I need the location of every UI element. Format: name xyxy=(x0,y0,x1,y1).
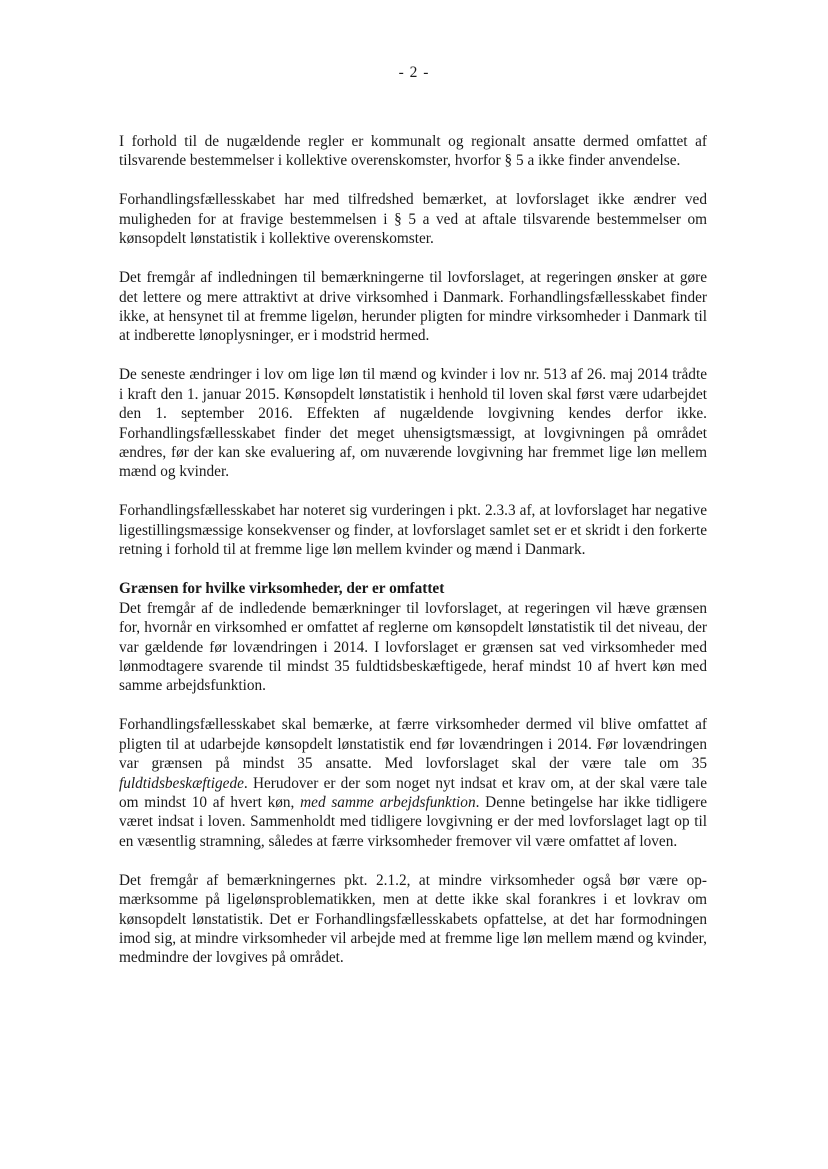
text-segment: . Herudover er der som noget nyt indsat et krav om, at der skal være tale om mindst 10 af hvert køn, xyxy=(119,774,707,811)
italic-emphasis: fuldtidsbeskæftigede xyxy=(119,774,244,792)
paragraph-government-intent: Det fremgår af indledningen til bemærkningerne til lovforslaget, at regeringen ønsker at gøre det lettere og mere attraktivt at drive virksomhed i Danmark. Forhandlingsfællesskabet finder ikke, at hensynet til at fremme ligeløn, herunder pligten for mindre virksomheder i Danmark til at indberette lønoplysninger, er i modstrid hermed. xyxy=(119,269,707,345)
document-body xyxy=(119,132,707,987)
paragraph-deviation-option: Forhandlingsfællesskabet har med tilfredshed bemærket, at lovforslaget ikke ændrer ved muligheden for at fravige bestemmelsen i § 5 a ved at aftale tilsvarende bestemmelser om kønsopdelt lønstatistik i kollektive overenskomster. xyxy=(119,191,707,248)
paragraph-collective-agreements: I forhold til de nugældende regler er kommunalt og regionalt ansatte dermed omfattet af tilsvarende bestemmelser i kollektive overenskomster, hvorfor § 5 a ikke finder anvendelse. xyxy=(119,133,707,170)
paragraph-recent-changes: De seneste ændringer i lov om lige løn til mænd og kvinder i lov nr. 513 af 26. maj 2014 trådte i kraft den 1. januar 2015. Kønsopdelt lønstatistik i henhold til loven skal først være udarbejdet den 1. september 2016. Effekten af nugældende lovgivning kendes derfor ikke. Forhandlingsfællesskabet finder det meget uhensigtsmæssigt, at lovgivningen på området ændres, før der kan ske evaluering af, om nuværende lovgivning har fremmet lige løn mellem mænd og kvinder. xyxy=(119,366,707,481)
paragraph-fewer-companies xyxy=(119,715,707,851)
paragraph-equality-consequences: Forhandlingsfællesskabet har noteret sig vurderingen i pkt. 2.3.3 af, at lovforslaget har negative ligestillingsmæssige konsekvenser og finder, at lovforslaget samlet set er et skridt i den forkerte retning i forhold til at fremme lige løn mellem kvinder og mænd i Danmark. xyxy=(119,502,707,559)
page-number: - 2 - xyxy=(398,64,430,81)
text-segment: . Denne betingelse har ikke tidligere været indsat i loven. Sammenholdt med tidligere lovgivning er der med lovforslaget lagt op til en væsentlig stramning, således at færre virksomheder fremover vil være omfattet af loven. xyxy=(119,793,707,850)
text-segment: Forhandlingsfællesskabet skal bemærke, at færre virksomheder dermed vil blive omfattet af pligten til at udarbejde kønsopdelt lønstatistik end før lovændringen i 2014. Før lovændringen var grænsen på mindst 35 ansatte. Med lovforslaget skal der være tale om 35 xyxy=(119,716,707,773)
section-heading: Grænsen for hvilke virksomheder, der er omfattet xyxy=(119,580,445,598)
italic-emphasis: med samme arbejdsfunktion xyxy=(300,793,476,811)
section-company-threshold xyxy=(119,579,707,968)
paragraph-threshold-intro: Det fremgår af de indledende bemærkninger til lovforslaget, at regeringen vil hæve grænsen for, hvornår en virksomhed er omfattet af reglerne om kønsopdelt lønstatistik til det niveau, der var gældende før lovændringen i 2014. I lovforslaget er grænsen sat ved virksomheder med lønmodtagere svarende til mindst 35 fuldtidsbeskæftigede, heraf mindst 10 af hvert køn med samme arbejdsfunktion. xyxy=(119,599,707,695)
paragraph-small-companies: Det fremgår af bemærkningernes pkt. 2.1.2, at mindre virksomheder også bør være opmærksomme på ligelønsproblematikken, men at dette ikke skal forankres i et lovkrav om kønsopdelt lønstatistik. Det er Forhandlingsfællesskabets opfattelse, at det har formodningen imod sig, at mindre virksomheder vil arbejde med at fremme lige løn mellem mænd og kvinder, medmindre der lovgives på området. xyxy=(119,871,707,967)
